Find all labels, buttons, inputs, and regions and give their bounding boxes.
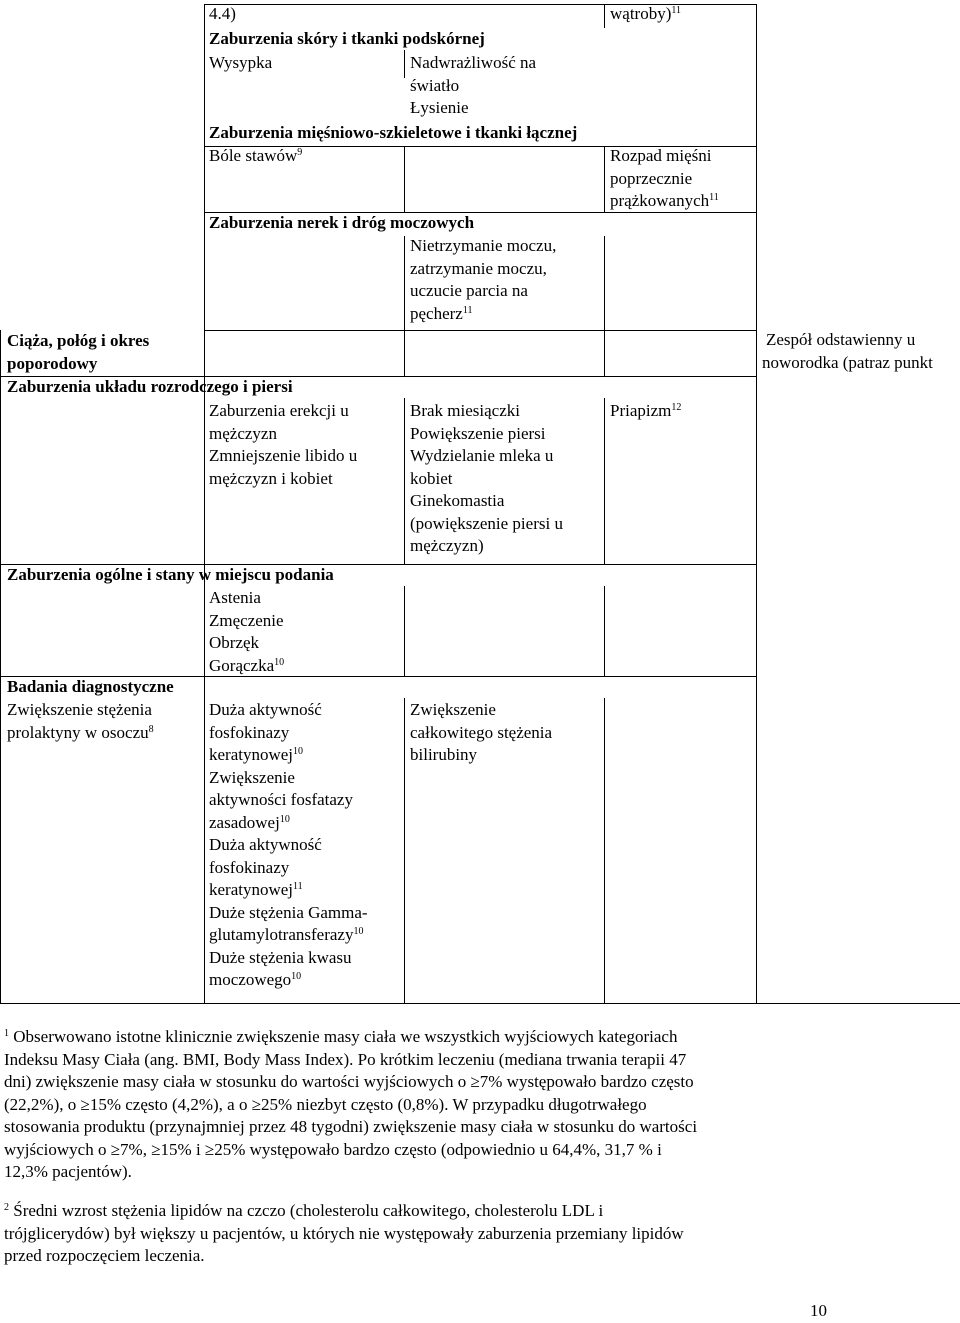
table-rule [756, 4, 757, 1004]
table-rule [604, 586, 605, 676]
table-rule [404, 146, 405, 212]
table-rule [604, 398, 605, 564]
table-rule [604, 146, 605, 212]
prev-row-label: 4.4) [209, 4, 236, 23]
section-heading-diagnostic: Badania diagnostyczne [7, 677, 174, 696]
section-heading-pregnancy: Ciąża, połóg i okres poporodowy [7, 331, 150, 373]
footnote-2: $^2$ Średni wzrost stężenia lipidów na czczo (cholesterolu całkowitego, cholesterolu LDL i trójglicerydów) był większy u pacjentów, u których nie występowały zaburzenia przemiany lipidów przed rozpoczęciem leczenia. [4, 1201, 684, 1265]
table-rule [0, 330, 1, 1004]
table-rule [404, 586, 405, 676]
diagnostic-col0: Zwiększenie stężenia prolaktyny w osoczu$^8$ [7, 700, 154, 742]
section-heading-reproductive: Zaburzenia układu rozrodczego i piersi [7, 377, 293, 396]
footnote-1: $^1$ Obserwowano istotne klinicznie zwiększenie masy ciała we wszystkich wyjściowych kategoriach Indeksu Masy Ciała (ang. BMI, Body Mass Index). Po krótkim leczeniu (mediana trwania terapii 47 dni) zwiększenie masy ciała w stosunku do wartości wyjściowych o ≥7% występowało bardzo często (22,2%), o ≥15% często (4,2%), a o ≥25% niezbyt często (0,8%). W przypadku długotrwałego stosowania produktu (przynajmniej przez 48 tygodni) zwiększenie masy ciała w stosunku do wartości wyjściowych o ≥7%, ≥15% i ≥25% występowało bardzo często (odpowiednio u 64,4%, 31,7 % i 12,3% pacjentów). [4, 1027, 698, 1181]
skin-col1: Wysypka [209, 53, 273, 72]
prev-row-col3: wątroby)$^{11}$ [610, 4, 682, 23]
table-rule [404, 236, 405, 376]
section-heading-kidney: Zaburzenia nerek i dróg moczowych [209, 213, 475, 232]
section-heading-skin: Zaburzenia skóry i tkanki podskórnej [209, 29, 485, 48]
table-rule [604, 698, 605, 1004]
page-number: 10 [810, 1301, 827, 1320]
diagnostic-col2: Zwiększenie całkowitego stężenia bilirubiny [410, 700, 553, 764]
muscle-col1: Bóle stawów$^9$ [209, 146, 303, 165]
section-heading-general: Zaburzenia ogólne i stany w miejscu podania [7, 565, 334, 584]
table-rule [604, 236, 605, 376]
general-col1: Astenia Zmęczenie Obrzęk Gorączka$^{10}$ [209, 588, 285, 675]
kidney-col2: Nietrzymanie moczu, zatrzymanie moczu, uczucie parcia na pęcherz$^{11}$ [410, 236, 557, 323]
table-rule [604, 4, 605, 28]
table-rule [0, 1003, 960, 1004]
table-rule [204, 330, 756, 331]
diagnostic-col1: Duża aktywność fosfokinazy keratynowej$^{10}$ Zwiększenie aktywności fosfatazy zasadowej$^{10}$ Duża aktywność fosfokinazy keratynowej$^{11}$ Duże stężenia Gamma- glutamylotransferazy$^{10}$ Duże stężenia kwasu moczowego$^{10}$ [209, 700, 368, 989]
skin-col2: Nadwrażliwość na światło Łysienie [410, 53, 537, 117]
section-heading-muscle: Zaburzenia mięśniowo-szkieletowe i tkanki łącznej [209, 123, 578, 142]
reproductive-col2: Brak miesiączki Powiększenie piersi Wydzielanie mleka u kobiet Ginekomastia (powiększenie piersi u mężczyzn) [410, 401, 563, 555]
reproductive-col1: Zaburzenia erekcji u mężczyzn Zmniejszenie libido u mężczyzn i kobiet [209, 401, 358, 488]
muscle-col3: Rozpad mięśni poprzecznie prążkowanych$^{11}$ [610, 146, 719, 210]
table-rule [404, 50, 405, 78]
table-rule [404, 698, 405, 1004]
pregnancy-col-last: Zespół odstawienny u noworodka (patraz punkt [762, 330, 933, 372]
table-rule [404, 398, 405, 564]
reproductive-col3: Priapizm$^{12}$ [610, 401, 682, 420]
table-rule [204, 4, 205, 1004]
